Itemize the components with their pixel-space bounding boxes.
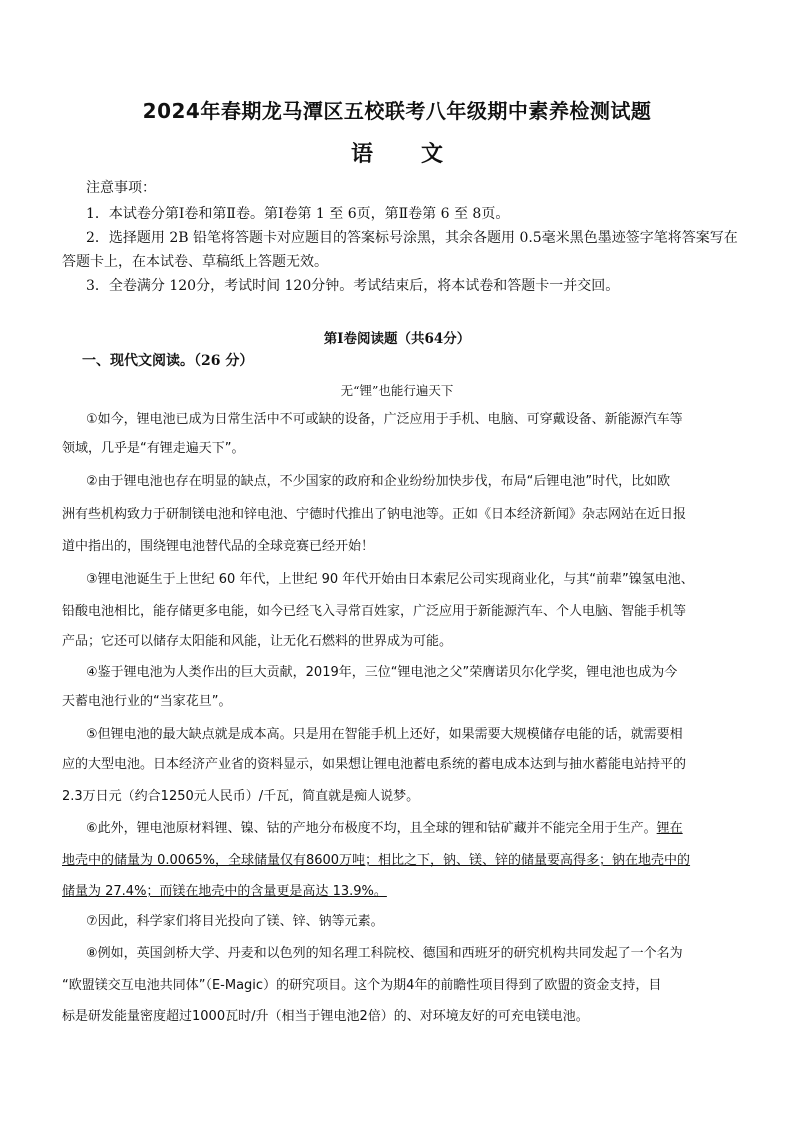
passage-title: 无“锂”也能行遍天下 — [340, 383, 454, 398]
passage-line: ②由于锂电池也存在明显的缺点，不少国家的政府和企业纷纷加快步伐，布局“后锂电池”时代，比如欧 — [86, 474, 671, 489]
passage-line: 铅酸电池相比，能存储更多电能，如今已经飞入寻常百姓家，广泛应用于新能源汽车、个人电脑、智能手机等 — [62, 604, 687, 619]
passage-line: 洲有些机构致力于研制镁电池和锌电池、宁德时代推出了钠电池等。正如《日本经济新闻》杂志网站在近日报 — [62, 507, 687, 522]
passage-line: ①如今，锂电池已成为日常生活中不可或缺的设备，广泛应用于手机、电脑、可穿戴设备、新能源汽车等 — [86, 412, 683, 427]
underlined-text: 锂在 — [656, 821, 683, 836]
passage-line: “欧盟镁交互电池共同体”（E-Magic）的研究项目。这个为期4年的前瞻性项目得到了欧盟的资金支持，目 — [62, 978, 662, 993]
passage-line: 领域，几乎是“有锂走遍天下”。 — [62, 441, 245, 456]
passage-line: ⑤但锂电池的最大缺点就是成本高。只是用在智能手机上还好，如果需要大规模储存电能的话，就需要相 — [86, 727, 683, 742]
passage-line: ⑦因此，科学家们将目光投向了镁、锌、钠等元素。 — [86, 914, 384, 929]
passage-line: ④鉴于锂电池为人类作出的巨大贡献，2019年，三位“锂电池之父”荣膺诺贝尔化学奖，锂电池也成为今 — [86, 665, 678, 680]
passage-line: 标是研发能量密度超过1000瓦时/升（相当于锂电池2倍）的、对环境友好的可充电镁电池。 — [62, 1009, 589, 1024]
underlined-text: 储量为 27.4%；而镁在地壳中的含量更是高达 13.9%。 — [62, 884, 387, 899]
notes-heading: 注意事项： — [86, 180, 156, 196]
passage-line: 应的大型电池。日本经济产业省的资料显示，如果想让锂电池蓄电系统的蓄电成本达到与抽水蓄能电站持平的 — [62, 757, 687, 772]
section-title: 第Ⅰ卷阅读题（共64分） — [323, 331, 471, 347]
passage-line: 2.3万日元（约合1250元人民币）/千瓦，简直就是痴人说梦。 — [62, 789, 420, 804]
passage-line: ⑧例如，英国剑桥大学、丹麦和以色列的知名理工科院校、德国和西班牙的研究机构共同发起了一个名为 — [86, 946, 683, 961]
underlined-text: 地壳中的储量为 0.0065%，全球储量仅有8600万吨；相比之下，钠、镁、锌的储量要高得多；钠在地壳中的 — [62, 853, 691, 868]
passage-line: 天蓄电池行业的“当家花旦”。 — [62, 694, 232, 709]
notes-line-2: 2．选择题用 2B 铅笔将答题卡对应题目的答案标号涂黑，其余各题用 0.5毫米黑色墨迹签字笔将答案写在 — [86, 230, 738, 246]
notes-line-3: 答题卡上，在本试卷、草稿纸上答题无效。 — [62, 254, 328, 270]
passage-line: 道中指出的，围绕锂电池替代品的全球竞赛已经开始！ — [62, 539, 375, 554]
exam-title: 2024年春期龙马潭区五校联考八年级期中素养检测试题 — [142, 99, 652, 123]
subject-title: 语文 — [350, 142, 491, 167]
passage-text: ⑥此外，锂电池原材料锂、镍、钴的产地分布极度不均，且全球的锂和钴矿藏并不能完全用于生产。 — [86, 821, 657, 836]
passage-line: ③锂电池诞生于上世纪 60 年代，上世纪 90 年代开始由日本索尼公司实现商业化，与其“前辈”镍氢电池、 — [86, 572, 694, 587]
part-heading: 一、现代文阅读。（26 分） — [82, 353, 254, 369]
notes-line-4: 3．全卷满分 120分，考试时间 120分钟。考试结束后，将本试卷和答题卡一并交回。 — [86, 278, 620, 294]
passage-line: 产品；它还可以储存太阳能和风能，让无化石燃料的世界成为可能。 — [62, 634, 453, 649]
passage-line — [86, 817, 683, 836]
notes-line-1: 1．本试卷分第Ⅰ卷和第Ⅱ卷。第Ⅰ卷第 1 至 6页，第Ⅱ卷第 6 至 8页。 — [86, 206, 510, 222]
